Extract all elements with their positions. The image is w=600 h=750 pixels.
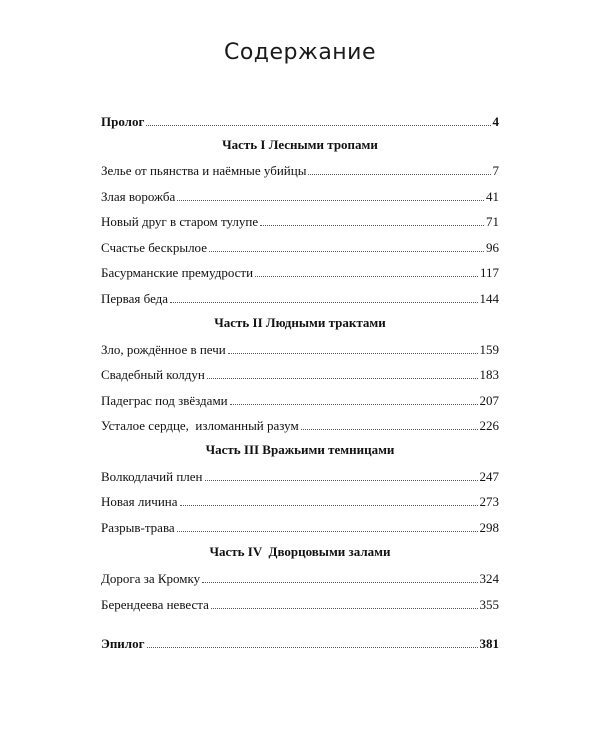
- dot-leader: [308, 173, 490, 175]
- toc-entry[interactable]: [101, 416, 499, 434]
- toc-entry[interactable]: [101, 212, 499, 230]
- dot-leader: [180, 504, 478, 506]
- toc-entry-page: 355: [479, 597, 499, 612]
- toc-entry-prologue[interactable]: [101, 112, 499, 130]
- toc-entry-label: Усталое сердце, изломанный разум: [101, 418, 299, 433]
- toc-entry-epilogue[interactable]: [101, 634, 499, 652]
- toc-entry-page: 159: [479, 342, 499, 357]
- part-heading: Часть IV Дворцовыми залами: [209, 544, 391, 559]
- dot-leader: [260, 224, 484, 226]
- dot-leader: [209, 250, 484, 252]
- toc-entry-label: Злая ворожба: [101, 189, 176, 204]
- toc-entry-label: Свадебный колдун: [101, 367, 205, 382]
- toc-entry-page: 183: [479, 367, 499, 382]
- toc-entry-label: Дорога за Кромку: [101, 571, 201, 586]
- dot-leader: [205, 479, 478, 481]
- toc-entry-page: 96: [486, 240, 499, 255]
- toc-entry-page: 207: [479, 393, 499, 408]
- toc-entry[interactable]: [101, 365, 499, 383]
- toc-entry-label: Падеграс под звёздами: [101, 393, 228, 408]
- dot-leader: [207, 377, 478, 379]
- toc-entry-page: 381: [479, 636, 499, 651]
- dot-leader: [170, 301, 477, 303]
- toc-entry-label: Басурманские премудрости: [101, 265, 254, 280]
- part-heading: Часть II Людными трактами: [214, 315, 386, 330]
- toc-entry-page: 144: [479, 291, 499, 306]
- toc-entry-label: Счастье бескрылое: [101, 240, 207, 255]
- page-title: Содержание: [223, 40, 377, 65]
- toc-entry-label: Волкодлачий плен: [101, 469, 203, 484]
- dot-leader: [147, 646, 478, 648]
- toc-entry[interactable]: [101, 391, 499, 409]
- toc-entry-page: 247: [479, 469, 499, 484]
- dot-leader: [230, 403, 478, 405]
- toc-entry[interactable]: [101, 187, 499, 205]
- toc-entry-page: 273: [479, 494, 499, 509]
- toc-entry-page: 226: [479, 418, 499, 433]
- toc-entry[interactable]: [101, 595, 499, 613]
- toc-entry-page: 298: [479, 520, 499, 535]
- toc-entry[interactable]: [101, 238, 499, 256]
- toc-entry-page: 324: [479, 571, 499, 586]
- toc-entry-label: Зелье от пьянства и наёмные убийцы: [101, 163, 307, 178]
- toc-entry-page: 4: [492, 114, 499, 129]
- toc-entry-label: Новый друг в старом тулупе: [101, 214, 259, 229]
- toc-entry[interactable]: [101, 492, 499, 510]
- toc-entry-label: Разрыв-трава: [101, 520, 175, 535]
- dot-leader: [228, 352, 478, 354]
- toc-entry-page: 117: [479, 265, 499, 280]
- toc-entry[interactable]: [101, 467, 499, 485]
- part-heading: Часть III Вражьими темницами: [205, 442, 395, 457]
- toc-entry[interactable]: [101, 518, 499, 536]
- toc-entry[interactable]: [101, 161, 499, 179]
- part-heading: Часть I Лесными тропами: [222, 137, 378, 152]
- toc-entry-label: Пролог: [101, 114, 145, 129]
- dot-leader: [202, 581, 477, 583]
- dot-leader: [177, 199, 484, 201]
- toc-entry-label: Эпилог: [101, 636, 145, 651]
- dot-leader: [301, 428, 478, 430]
- toc-entry-label: Новая личина: [101, 494, 178, 509]
- toc-entry-label: Первая беда: [101, 291, 169, 306]
- dot-leader: [177, 530, 478, 532]
- toc-entry[interactable]: [101, 569, 499, 587]
- dot-leader: [211, 607, 478, 609]
- toc-entry-page: 41: [486, 189, 499, 204]
- dot-leader: [146, 124, 490, 126]
- toc-entry-label: Зло, рождённое в печи: [101, 342, 226, 357]
- toc-entry-page: 71: [486, 214, 499, 229]
- toc-entry[interactable]: [101, 340, 499, 358]
- toc-entry-page: 7: [492, 163, 499, 178]
- toc-entry[interactable]: [101, 263, 499, 281]
- dot-leader: [255, 275, 478, 277]
- toc-entry[interactable]: [101, 289, 499, 307]
- toc-entry-label: Берендеева невеста: [101, 597, 209, 612]
